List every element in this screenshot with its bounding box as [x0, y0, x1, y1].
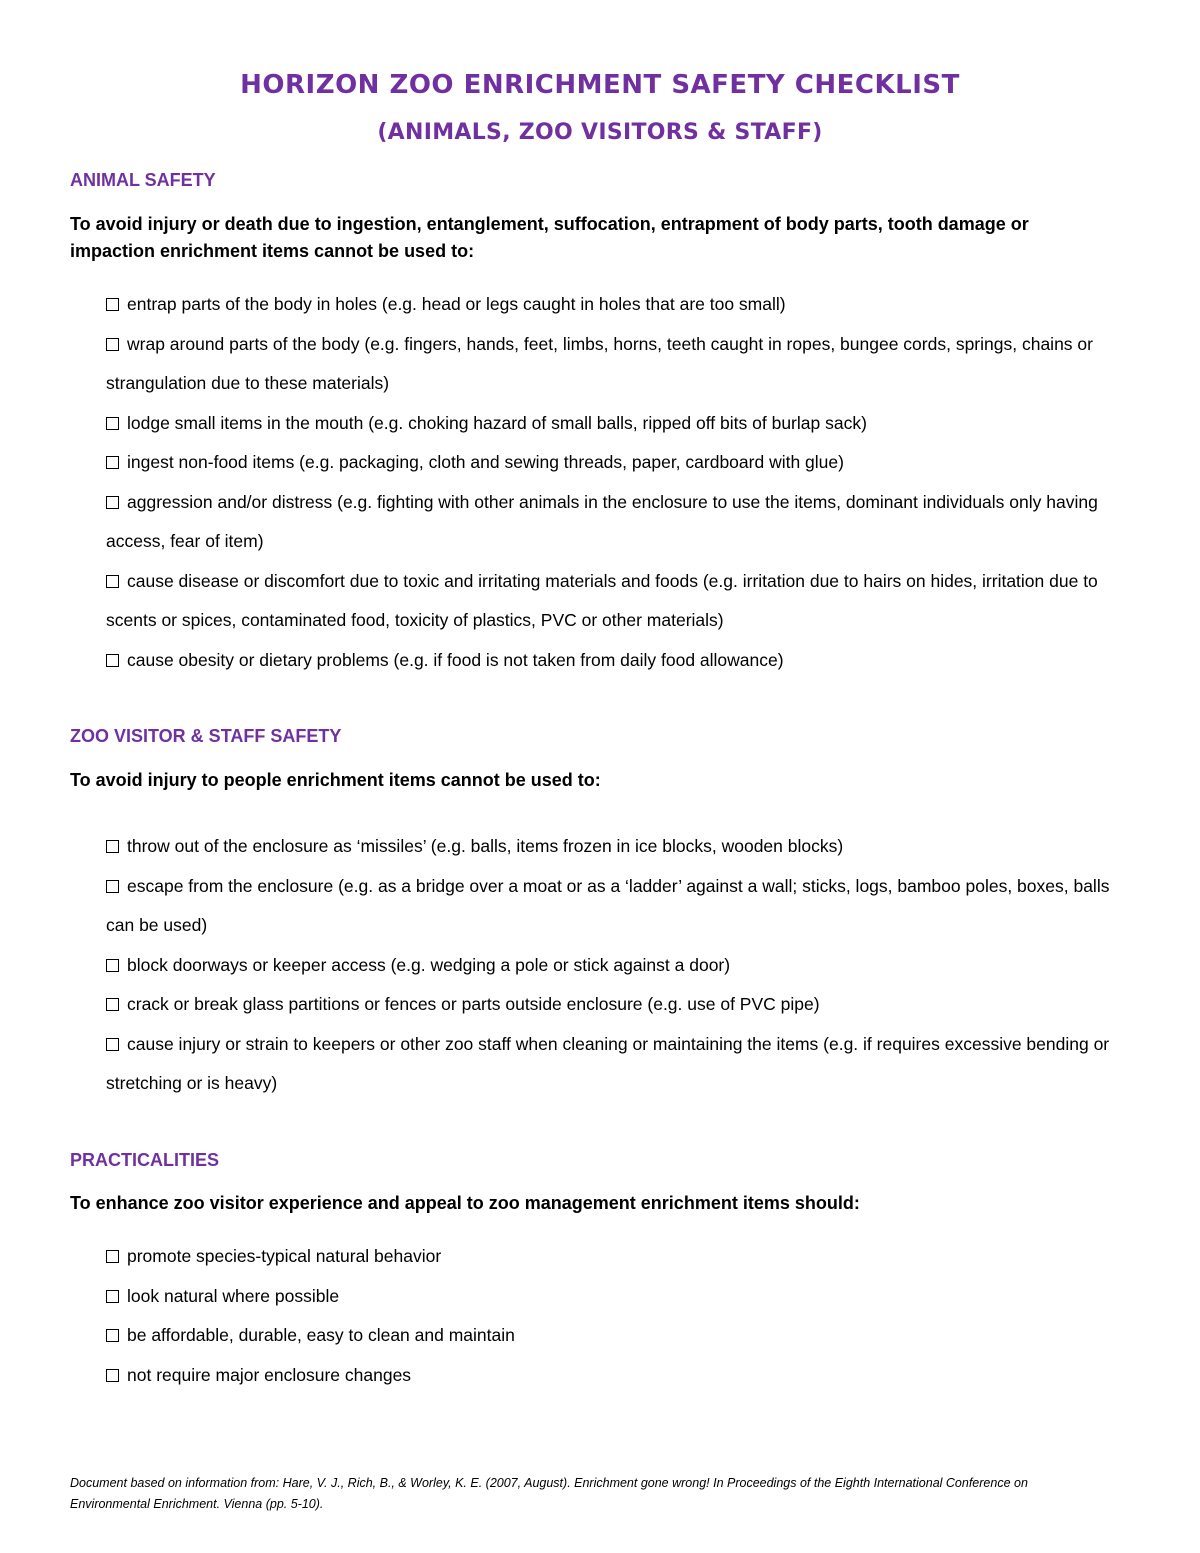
document-title: HORIZON ZOO ENRICHMENT SAFETY CHECKLIST	[240, 70, 960, 100]
checkbox-empty-icon[interactable]	[106, 575, 119, 588]
checklist-item	[106, 867, 1136, 946]
checklist-item-text: wrap around parts of the body (e.g. fingers, hands, feet, limbs, horns, teeth caught in ropes, bungee cords, springs, chains or strangulation due to these materials)	[106, 333, 1093, 393]
section-heading-practicalities: PRACTICALITIES	[70, 1150, 220, 1170]
checkbox-empty-icon[interactable]	[106, 998, 119, 1011]
checkbox-empty-icon[interactable]	[106, 840, 119, 853]
checklist-item	[106, 285, 1136, 325]
checklist-practicalities	[106, 1237, 1136, 1395]
checklist-item-text: promote species-typical natural behavior	[127, 1246, 442, 1266]
checklist-item-text: aggression and/or distress (e.g. fighting with other animals in the enclosure to use the items, dominant individuals only having access, fear of item)	[106, 491, 1098, 551]
checklist-item	[106, 641, 1136, 681]
checklist-item	[106, 827, 1136, 867]
section-intro-practicalities: To enhance zoo visitor experience and appeal to zoo management enrichment items should:	[70, 1193, 860, 1213]
checklist-item	[106, 1316, 1136, 1356]
checklist-item-text: crack or break glass partitions or fences or parts outside enclosure (e.g. use of PVC pipe)	[127, 994, 820, 1014]
checkbox-empty-icon[interactable]	[106, 654, 119, 667]
checkbox-empty-icon[interactable]	[106, 417, 119, 430]
checkbox-empty-icon[interactable]	[106, 1250, 119, 1263]
checklist-item-text: not require major enclosure changes	[127, 1364, 412, 1385]
checkbox-empty-icon[interactable]	[106, 959, 119, 972]
checklist-item-text: throw out of the enclosure as ‘missiles’ (e.g. balls, items frozen in ice blocks, wooden blocks)	[127, 836, 844, 856]
checklist-item	[106, 1237, 1136, 1277]
checklist-item-text: cause disease or discomfort due to toxic and irritating materials and foods (e.g. irritation due to hairs on hides, irritation due to scents or spices, contaminated food, toxicity of plastics, PVC or other materials)	[106, 570, 1098, 630]
checklist-item-text: cause injury or strain to keepers or other zoo staff when cleaning or maintaining the items (e.g. if requires excessive bending or stretching or is heavy)	[106, 1033, 1110, 1093]
checklist-item	[106, 985, 1136, 1025]
checklist-item	[106, 946, 1136, 986]
checkbox-empty-icon[interactable]	[106, 880, 119, 893]
checklist-item-text: escape from the enclosure (e.g. as a bridge over a moat or as a ‘ladder’ against a wall; sticks, logs, bamboo poles, boxes, balls can be used)	[106, 875, 1110, 935]
section-intro-animal-safety: To avoid injury or death due to ingestion, entanglement, suffocation, entrapment of body parts, tooth damage or impaction enrichment items cannot be used to:	[70, 214, 1029, 261]
checklist-item	[106, 1356, 1136, 1396]
checklist-item-text: cause obesity or dietary problems (e.g. if food is not taken from daily food allowance)	[127, 649, 784, 670]
checklist-item	[106, 404, 1136, 444]
checklist-item-text: block doorways or keeper access (e.g. wedging a pole or stick against a door)	[127, 954, 731, 975]
checklist-item-text: look natural where possible	[127, 1285, 340, 1306]
checkbox-empty-icon[interactable]	[106, 1038, 119, 1051]
checkbox-empty-icon[interactable]	[106, 298, 119, 311]
checklist-item	[106, 1025, 1136, 1104]
checkbox-empty-icon[interactable]	[106, 496, 119, 509]
checklist-item-text: ingest non-food items (e.g. packaging, cloth and sewing threads, paper, cardboard with glue)	[127, 452, 844, 472]
document-subtitle: (ANIMALS, ZOO VISITORS & STAFF)	[377, 120, 823, 145]
checklist-item	[106, 483, 1136, 562]
checklist-item	[106, 562, 1136, 641]
footnote-citation: Document based on information from: Hare, V. J., Rich, B., & Worley, K. E. (2007, August). Enrichment gone wrong! In Proceedings of the Eighth International Conference on Environmental Enrichment. Vienna (pp. 5-10).	[70, 1476, 1028, 1511]
section-intro-visitor-staff-safety: To avoid injury to people enrichment items cannot be used to:	[70, 770, 601, 790]
checklist-item-text: lodge small items in the mouth (e.g. choking hazard of small balls, ripped off bits of burlap sack)	[127, 412, 867, 433]
checklist-item	[106, 1277, 1136, 1317]
checklist-item-text: be affordable, durable, easy to clean and maintain	[127, 1325, 515, 1345]
checkbox-empty-icon[interactable]	[106, 456, 119, 469]
checklist-animal-safety	[106, 285, 1136, 680]
checklist-item-text: entrap parts of the body in holes (e.g. head or legs caught in holes that are too small)	[127, 294, 786, 314]
checklist-visitor-staff-safety	[106, 827, 1136, 1104]
checklist-item	[106, 325, 1136, 404]
checkbox-empty-icon[interactable]	[106, 338, 119, 351]
checkbox-empty-icon[interactable]	[106, 1329, 119, 1342]
checklist-item	[106, 443, 1136, 483]
section-heading-animal-safety: ANIMAL SAFETY	[70, 170, 216, 190]
checkbox-empty-icon[interactable]	[106, 1369, 119, 1382]
section-heading-visitor-staff-safety: ZOO VISITOR & STAFF SAFETY	[70, 726, 342, 746]
checkbox-empty-icon[interactable]	[106, 1290, 119, 1303]
